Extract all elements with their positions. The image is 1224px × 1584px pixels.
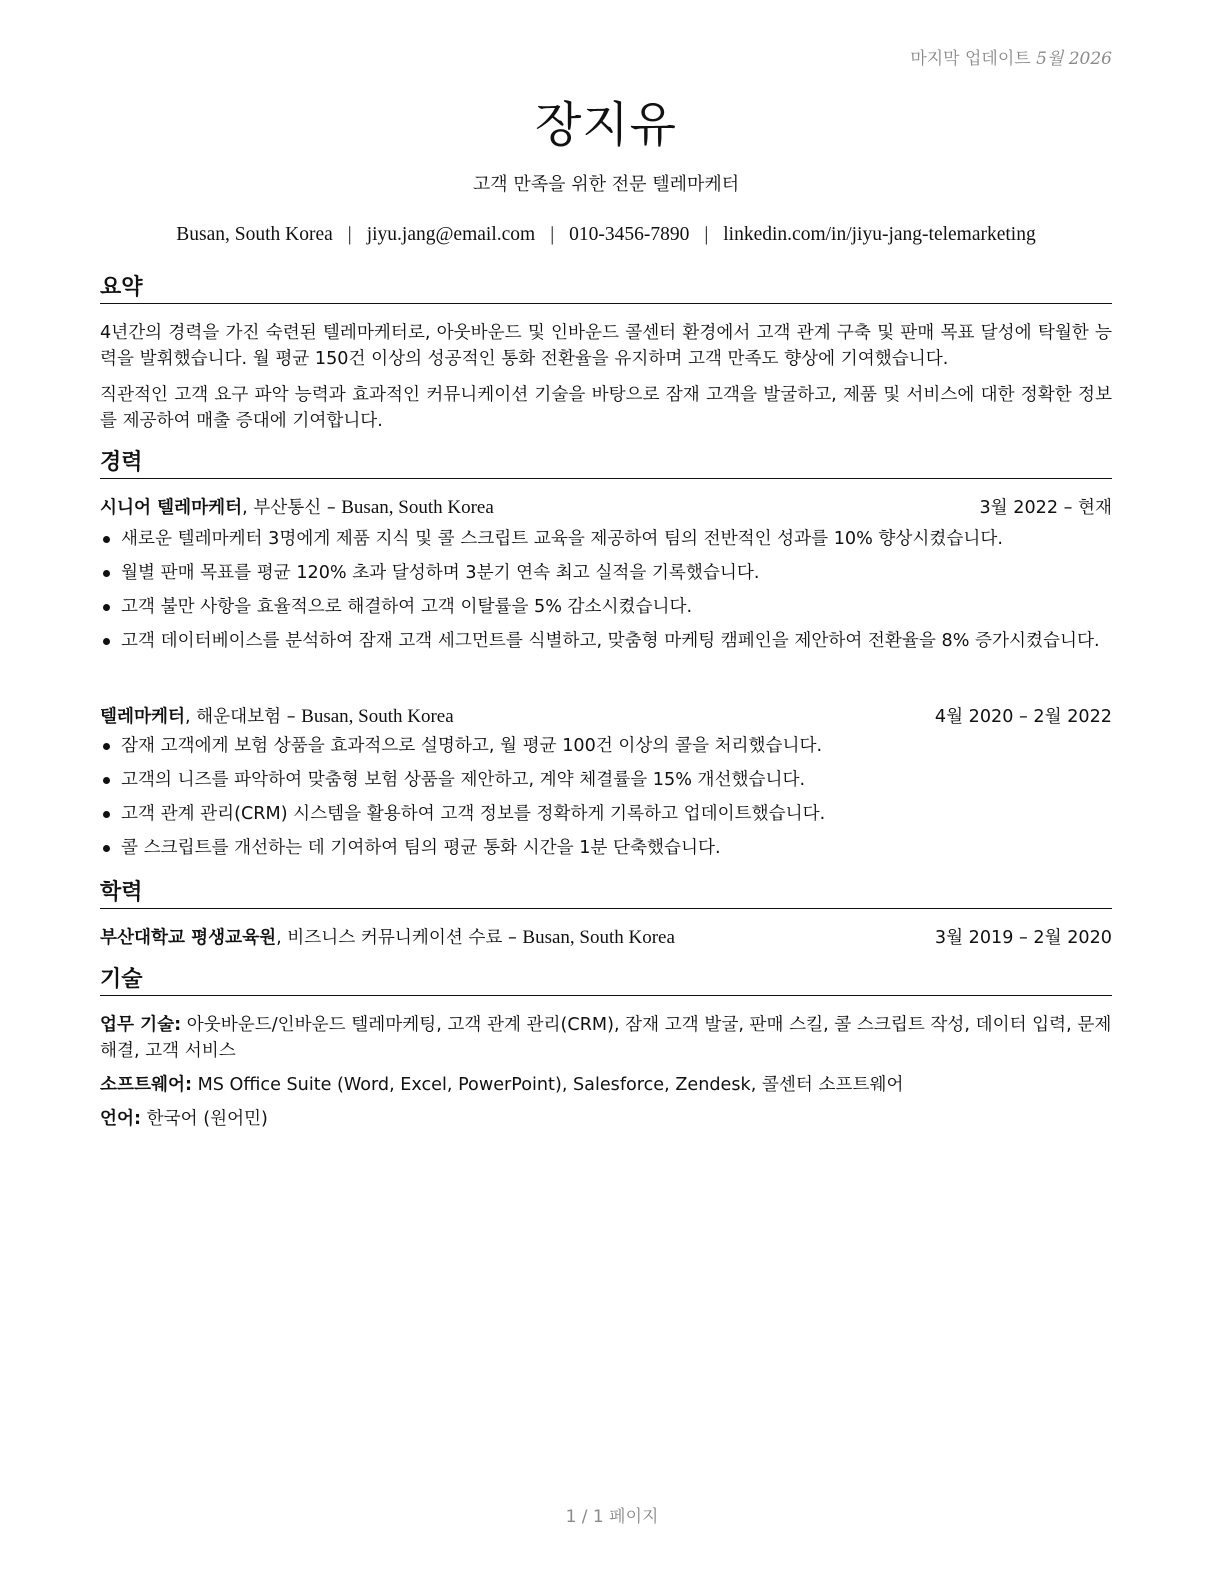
job-title-line — [100, 495, 494, 521]
job-role: 텔레마케터 — [100, 707, 185, 727]
job-bullets — [100, 526, 1112, 662]
summary-paragraph-1: 4년간의 경력을 가진 숙련된 텔레마케터로, 아웃바운드 및 인바운드 콜센터 환경에서 고객 관계 구축 및 판매 목표 달성에 탁월한 능력을 발휘했습니다. 월 평균 150건 이상의 성공적인 통화 전환율을 유지하며 고객 만족도 향상에 기여했습니다. — [100, 323, 1112, 369]
section-title-summary: 요약 — [100, 276, 1112, 304]
skill-row-software — [100, 1072, 1112, 1098]
education-school: 부산대학교 평생교육원 — [100, 928, 277, 948]
candidate-name: 장지유 — [534, 97, 678, 153]
job-bullets — [100, 733, 1112, 869]
contact-line — [100, 224, 1112, 246]
job-role: 시니어 텔레마케터 — [100, 498, 243, 518]
skill-label: 소프트웨어: — [100, 1075, 193, 1095]
job-title-line — [100, 704, 454, 730]
job-location: Busan, South Korea — [301, 706, 454, 727]
last-updated-year: 2026 — [1068, 49, 1112, 69]
page-number: 1 / 1 페이지 — [565, 1507, 659, 1527]
section-title-education: 학력 — [100, 881, 1112, 909]
education-location: Busan, South Korea — [522, 927, 675, 948]
job-location: Busan, South Korea — [341, 497, 494, 518]
list-item: 콜 스크립트를 개선하는 데 기여하여 팀의 평균 통화 시간을 1분 단축했습니다. — [100, 835, 1112, 861]
list-item: 월별 판매 목표를 평균 120% 초과 달성하며 3분기 연속 최고 실적을 기록했습니다. — [100, 560, 1112, 586]
job-company: , 부산통신 – — [242, 498, 342, 518]
skill-label: 언어: — [100, 1109, 142, 1129]
education-program: , 비즈니스 커뮤니케이션 수료 – — [276, 928, 523, 948]
last-updated-label: 마지막 업데이트 — [910, 49, 1031, 69]
last-updated-month: 5월 — [1036, 49, 1064, 69]
skill-value: MS Office Suite (Word, Excel, PowerPoint), Salesforce, Zendesk, 콜센터 소프트웨어 — [192, 1075, 904, 1095]
education-line — [100, 925, 675, 951]
candidate-tagline: 고객 만족을 위한 전문 텔레마케터 — [472, 174, 740, 195]
education-dates: 3월 2019 – 2월 2020 — [934, 928, 1112, 948]
contact-separator: | — [704, 224, 709, 245]
list-item: 고객의 니즈를 파악하여 맞춤형 보험 상품을 제안하고, 계약 체결률을 15% 개선했습니다. — [100, 767, 1112, 793]
last-updated — [910, 44, 1112, 69]
job-header — [100, 704, 1112, 730]
list-item: 새로운 텔레마케터 3명에게 제품 지식 및 콜 스크립트 교육을 제공하여 팀의 전반적인 성과를 10% 향상시켰습니다. — [100, 526, 1112, 552]
job-header — [100, 495, 1112, 521]
contact-separator: | — [347, 224, 352, 245]
resume-page — [100, 0, 1112, 1584]
contact-linkedin[interactable]: linkedin.com/in/jiyu-jang-telemarketing — [723, 224, 1036, 245]
skill-value: 한국어 (원어민) — [141, 1109, 268, 1129]
job-dates: 3월 2022 – 현재 — [979, 498, 1112, 518]
skill-value: 아웃바운드/인바운드 텔레마케팅, 고객 관계 관리(CRM), 잠재 고객 발굴, 판매 스킬, 콜 스크립트 작성, 데이터 입력, 문제 해결, 고객 서비스 — [100, 1015, 1112, 1061]
skill-label: 업무 기술: — [100, 1015, 182, 1035]
section-title-skills: 기술 — [100, 968, 1112, 996]
job-company: , 해운대보험 – — [184, 707, 302, 727]
summary-paragraph-2: 직관적인 고객 요구 파악 능력과 효과적인 커뮤니케이션 기술을 바탕으로 잠재 고객을 발굴하고, 제품 및 서비스에 대한 정확한 정보를 제공하여 매출 증대에 기여합니다. — [100, 385, 1112, 431]
contact-separator: | — [550, 224, 555, 245]
list-item: 고객 관계 관리(CRM) 시스템을 활용하여 고객 정보를 정확하게 기록하고 업데이트했습니다. — [100, 801, 1112, 827]
list-item: 고객 불만 사항을 효율적으로 해결하여 고객 이탈률을 5% 감소시켰습니다. — [100, 594, 1112, 620]
list-item: 고객 데이터베이스를 분석하여 잠재 고객 세그먼트를 식별하고, 맞춤형 마케팅 캠페인을 제안하여 전환율을 8% 증가시켰습니다. — [100, 628, 1112, 654]
contact-phone[interactable]: 010-3456-7890 — [569, 224, 690, 245]
section-title-experience: 경력 — [100, 451, 1112, 479]
skill-row-language — [100, 1106, 1112, 1132]
contact-email[interactable]: jiyu.jang@email.com — [366, 224, 536, 245]
skill-row-work — [100, 1012, 1112, 1064]
education-entry — [100, 925, 1112, 951]
job-dates: 4월 2020 – 2월 2022 — [934, 707, 1112, 727]
list-item: 잠재 고객에게 보험 상품을 효과적으로 설명하고, 월 평균 100건 이상의 콜을 처리했습니다. — [100, 733, 1112, 759]
contact-location: Busan, South Korea — [176, 224, 333, 245]
